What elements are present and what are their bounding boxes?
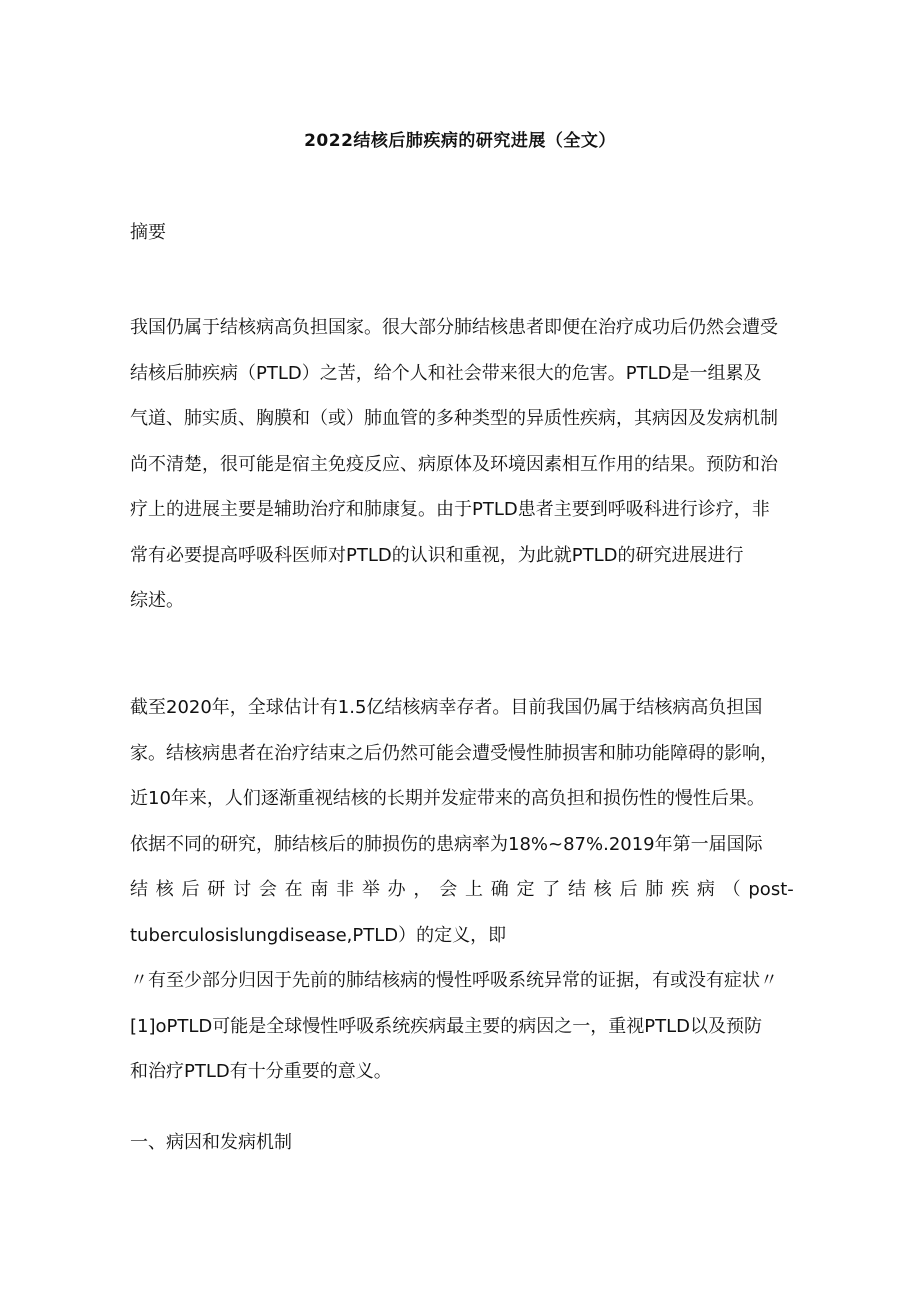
- abstract-paragraph: [130, 305, 794, 624]
- spaced-char: 肺: [645, 879, 664, 900]
- spaced-paragraph-line: [130, 867, 794, 913]
- paragraph-line: 〃有至少部分归因于先前的肺结核病的慢性呼吸系统异常的证据，有或没有症状〃: [130, 970, 778, 991]
- spaced-char: 结: [568, 879, 587, 900]
- spaced-char: 研: [207, 879, 226, 900]
- spaced-char: 会: [439, 879, 458, 900]
- paragraph-line: 近10年来，人们逐渐重视结核的长期并发症带来的高负担和损伤性的慢性后果。: [130, 788, 765, 809]
- paragraph-line: 结核后肺疾病（PTLD）之苦，给个人和社会带来很大的危害。PTLD是一组累及: [130, 362, 762, 384]
- spaced-char: ，: [413, 879, 432, 900]
- spaced-char: 核: [593, 879, 612, 900]
- paragraph-line: 和治疗PTLD有十分重要的意义。: [130, 1061, 392, 1082]
- paragraph-line: 气道、肺实质、胸膜和（或）肺血管的多种类型的异质性疾病，其病因及发病机制: [130, 408, 778, 429]
- document-title: 2022结核后肺疾病的研究进展（全文）: [304, 131, 616, 151]
- spaced-char: （: [722, 879, 741, 900]
- spaced-char: 后: [619, 879, 638, 900]
- spaced-char: 结: [130, 879, 148, 900]
- intro-paragraph: [130, 685, 794, 1095]
- paragraph-line: 疗上的进展主要是辅助治疗和肺康复。由于PTLD患者主要到呼吸科进行诊疗，非: [130, 499, 770, 520]
- paragraph-line: tuberculosislungdisease,PTLD）的定义，即: [130, 924, 507, 946]
- spaced-char: 核: [155, 879, 174, 900]
- spaced-char: 上: [464, 879, 483, 900]
- abstract-heading: 摘要: [130, 222, 166, 243]
- spaced-char: 南: [310, 879, 329, 900]
- spaced-char: 在: [284, 879, 303, 900]
- spaced-char: 定: [516, 879, 535, 900]
- paragraph-line: [1]oPTLD可能是全球慢性呼吸系统疾病最主要的病因之一，重视PTLD以及预防: [130, 1015, 762, 1037]
- spaced-char: 了: [542, 879, 561, 900]
- spaced-char: 病: [696, 879, 715, 900]
- spaced-char: 举: [361, 879, 380, 900]
- paragraph-line: 尚不清楚，很可能是宿主免疫反应、病原体及环境因素相互作用的结果。预防和治: [130, 453, 778, 475]
- paragraph-line: 我国仍属于结核病高负担国家。很大部分肺结核患者即便在治疗成功后仍然会遭受: [130, 317, 778, 338]
- section-heading: 一、病因和发病机制: [130, 1132, 292, 1153]
- paragraph-line: 综述。: [130, 590, 184, 611]
- paragraph-line: 截至2020年，全球估计有1.5亿结核病幸存者。目前我国仍属于结核病高负担国: [130, 697, 763, 718]
- spaced-char: 后: [181, 879, 200, 900]
- paragraph-line: 家。结核病患者在治疗结束之后仍然可能会遭受慢性肺损害和肺功能障碍的影响，: [130, 742, 778, 764]
- spaced-char: 会: [258, 879, 277, 900]
- paragraph-line: 依据不同的研究，肺结核后的肺损伤的患病率为18%~87%.2019年第一届国际: [130, 833, 763, 855]
- paragraph-line: 常有必要提高呼吸科医师对PTLD的认识和重视，为此就PTLD的研究进展进行: [130, 544, 744, 566]
- spaced-char: 办: [387, 879, 406, 900]
- spaced-char: 讨: [233, 879, 252, 900]
- spaced-char: 疾: [671, 879, 690, 900]
- spaced-char: 非: [336, 879, 355, 900]
- spaced-char: 确: [490, 879, 509, 900]
- spaced-char: post-: [748, 879, 794, 900]
